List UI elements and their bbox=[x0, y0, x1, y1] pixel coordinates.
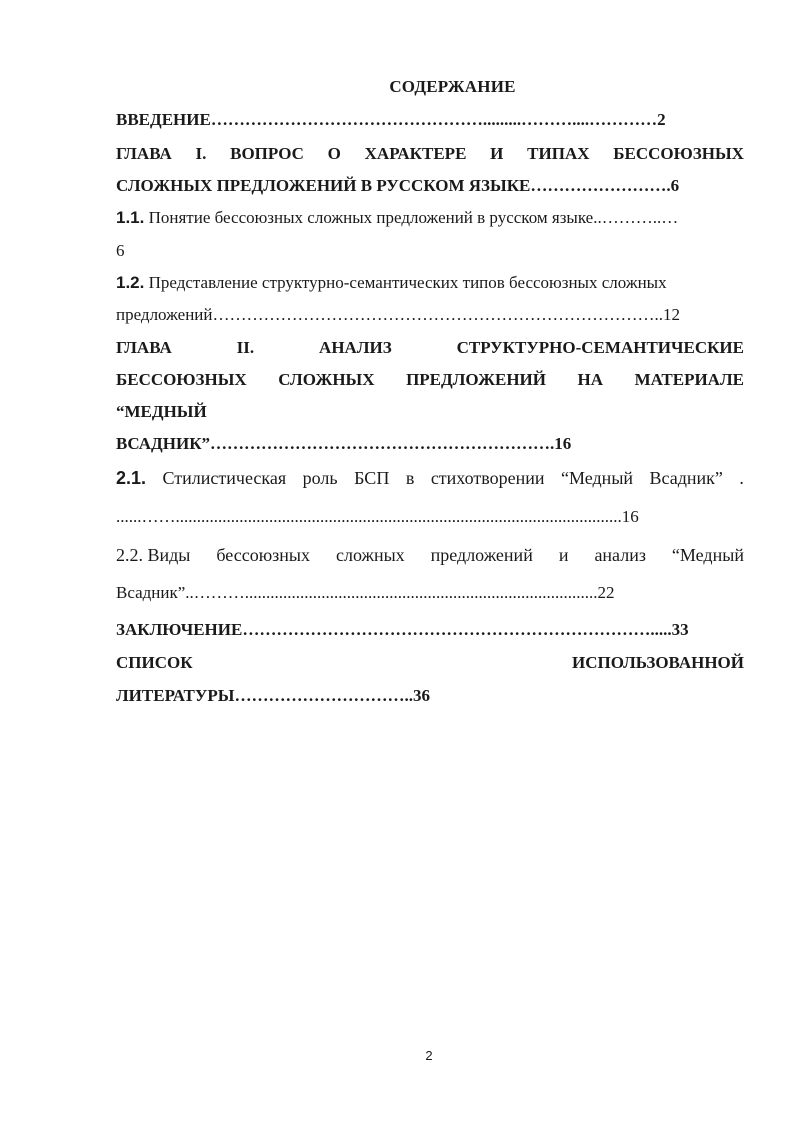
toc-word: ТИПАХ bbox=[527, 144, 590, 163]
toc-section-2-2 bbox=[116, 545, 744, 565]
toc-word: СТРУКТУРНО-СЕМАНТИЧЕСКИЕ bbox=[456, 338, 744, 357]
toc-word: БСП bbox=[354, 468, 390, 488]
section-text: Представление структурно-семантических типов бессоюзных сложных bbox=[144, 273, 667, 292]
toc-word: предложений bbox=[430, 545, 533, 565]
toc-word: ИСПОЛЬЗОВАННОЙ bbox=[572, 653, 744, 672]
toc-word: БЕССОЮЗНЫХ bbox=[613, 144, 744, 163]
toc-word: ПРЕДЛОЖЕНИЙ bbox=[406, 370, 546, 389]
toc-references-line1 bbox=[116, 653, 744, 673]
toc-word: ГЛАВА bbox=[116, 338, 172, 357]
toc-word: “Медный bbox=[671, 545, 744, 565]
section-text: Понятие бессоюзных сложных предложений в русском языке..………..… bbox=[144, 208, 679, 227]
toc-word: роль bbox=[302, 468, 338, 488]
toc-word: бессоюзных bbox=[216, 545, 310, 565]
toc-word: “Медный bbox=[561, 468, 634, 488]
toc-references-line2: ЛИТЕРАТУРЫ…………………………..36 bbox=[116, 686, 430, 705]
toc-word: СЛОЖНЫХ bbox=[278, 370, 375, 389]
toc-chapter2-line1 bbox=[116, 338, 744, 358]
section-number: 1.2. bbox=[116, 273, 145, 292]
toc-word: МАТЕРИАЛЕ bbox=[634, 370, 744, 389]
toc-section-2-1 bbox=[116, 468, 744, 488]
toc-chapter1-line2: СЛОЖНЫХ ПРЕДЛОЖЕНИЙ В РУССКОМ ЯЗЫКЕ…………………….6 bbox=[116, 176, 680, 195]
toc-section-2-2-line2 bbox=[116, 583, 744, 603]
leader-dots: ..………...................................................................................22 bbox=[185, 583, 615, 602]
toc-word: АНАЛИЗ bbox=[319, 338, 392, 357]
toc-chapter1-line1 bbox=[116, 144, 744, 164]
toc-chapter2-line3: “МЕДНЫЙ bbox=[116, 402, 207, 421]
section-number: 2.1. bbox=[116, 468, 147, 488]
toc-word: сложных bbox=[335, 545, 405, 565]
section-number: 1.1. bbox=[116, 208, 145, 227]
toc-section-1-1 bbox=[116, 208, 744, 228]
toc-word: II. bbox=[236, 338, 255, 357]
toc-word: СПИСОК bbox=[116, 653, 193, 672]
toc-section-1-2 bbox=[116, 273, 744, 293]
toc-chapter2-line4: ВСАДНИК”…………………………………………………….16 bbox=[116, 434, 572, 453]
toc-word: ГЛАВА bbox=[116, 144, 172, 163]
page-number: 2 bbox=[425, 1048, 433, 1063]
toc-word: Стилистическая bbox=[162, 468, 287, 488]
toc-intro: ВВЕДЕНИЕ………………………………………….........………....…………2 bbox=[116, 110, 666, 129]
toc-word: БЕССОЮЗНЫХ bbox=[116, 370, 247, 389]
toc-conclusion: ЗАКЛЮЧЕНИЕ……………………………………………………………….....33 bbox=[116, 620, 689, 639]
toc-word: стихотворении bbox=[430, 468, 545, 488]
toc-word: анализ bbox=[594, 545, 646, 565]
page-title: СОДЕРЖАНИЕ bbox=[389, 77, 516, 96]
toc-word: I. bbox=[195, 144, 207, 163]
toc-word: в bbox=[405, 468, 415, 488]
toc-chapter2-line2 bbox=[116, 370, 744, 390]
toc-section-2-1-line2: ......…….........................................................................................................16 bbox=[116, 507, 639, 526]
toc-word: НА bbox=[577, 370, 604, 389]
toc-section-1-1-page: 6 bbox=[116, 241, 125, 260]
toc-word: О bbox=[327, 144, 341, 163]
toc-word: И bbox=[490, 144, 504, 163]
toc-section-1-2-line2: предложений……………………………………………………………………..12 bbox=[116, 305, 680, 324]
toc-word: ВОПРОС bbox=[230, 144, 304, 163]
section-text: Всадник” bbox=[116, 583, 186, 602]
toc-word: 2.2. Виды bbox=[116, 545, 191, 565]
toc-word: и bbox=[558, 545, 569, 565]
toc-word: . bbox=[739, 468, 744, 488]
toc-word: Всадник” bbox=[649, 468, 723, 488]
toc-word: ХАРАКТЕРЕ bbox=[364, 144, 467, 163]
